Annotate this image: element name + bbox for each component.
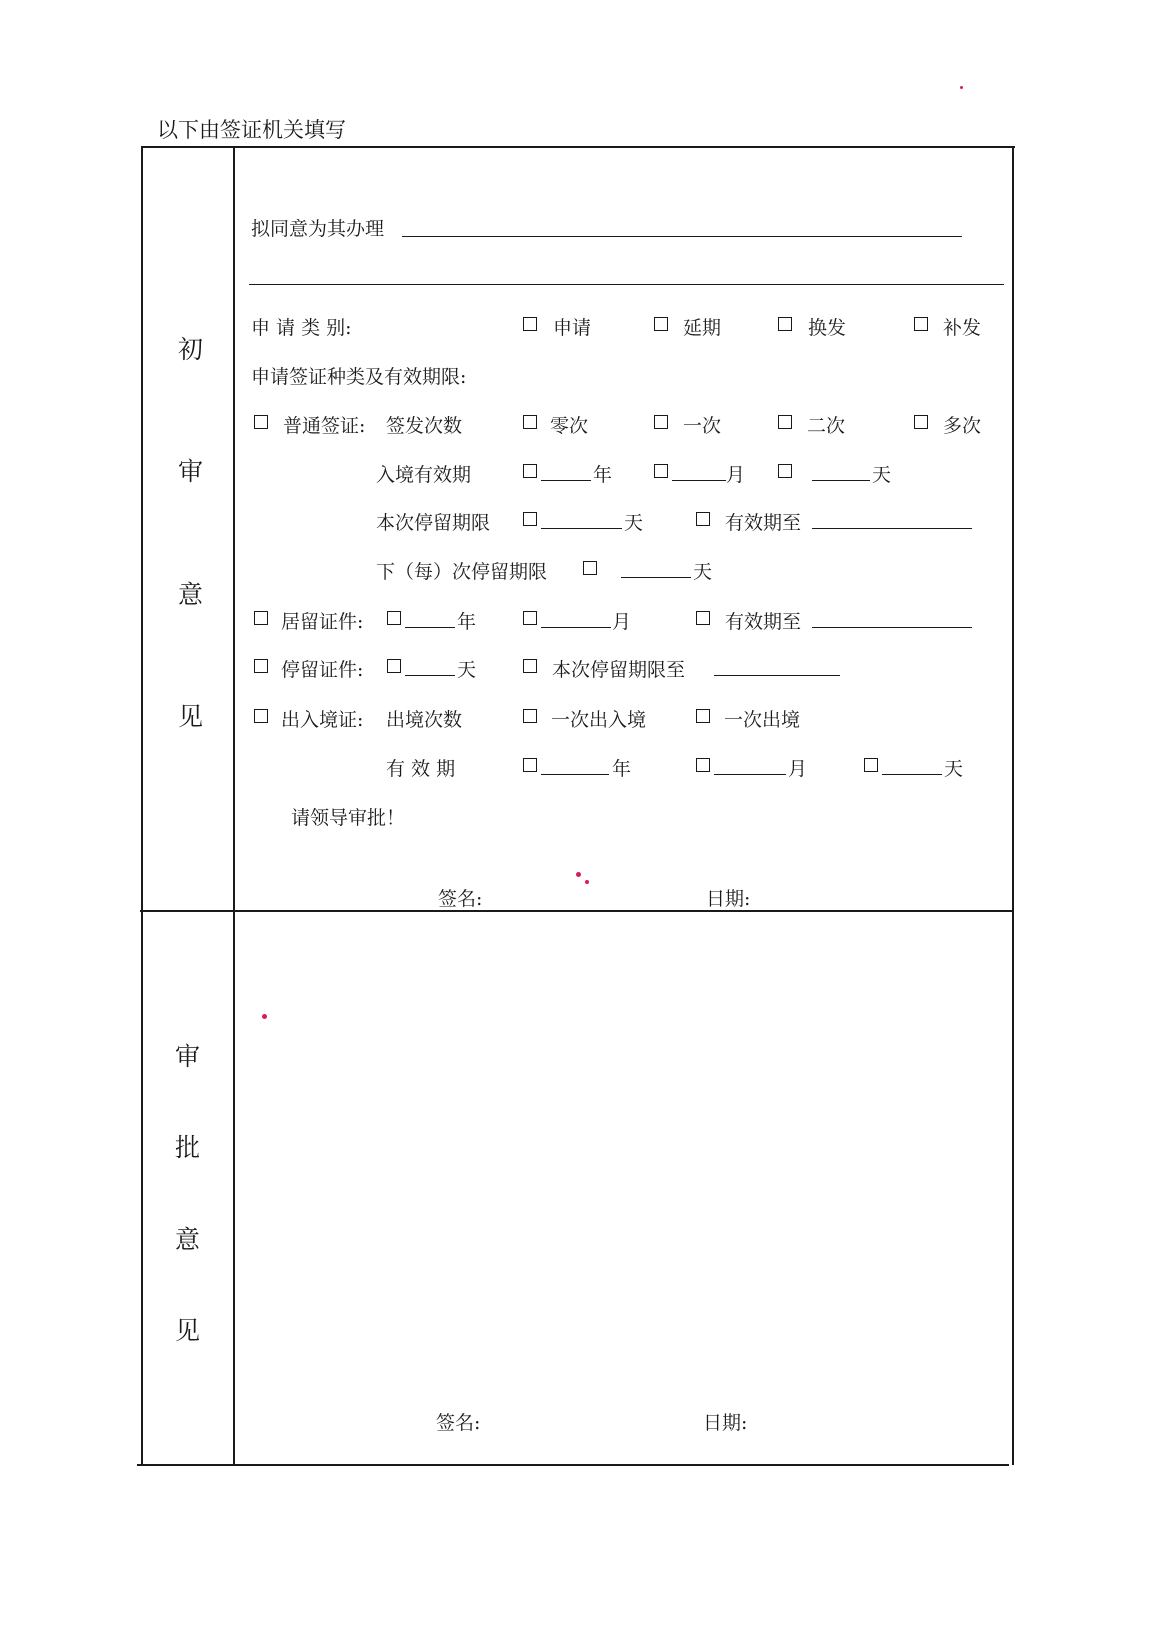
stay-permit-until-blank[interactable] [714, 675, 840, 676]
valid-until-blank[interactable] [812, 528, 972, 529]
initial-review-date-label: 日期: [706, 888, 751, 910]
initial-review-side-label-1: 初 [178, 335, 204, 364]
approval-side-label-4: 见 [175, 1316, 201, 1345]
stay-permit-label: 停留证件: [281, 659, 364, 681]
residence-permit-month-unit: 月 [612, 611, 632, 633]
application-type-apply-label: 申请 [553, 317, 592, 339]
exit-entry-validity-day-blank[interactable] [882, 774, 942, 775]
label-column-divider [233, 146, 235, 1465]
stay-permit-day-checkbox[interactable] [387, 659, 401, 673]
exit-times-round-trip-checkbox[interactable] [523, 709, 537, 723]
application-type-extend-checkbox[interactable] [654, 317, 668, 331]
stay-permit-day-blank[interactable] [405, 675, 455, 676]
table-bottom-border [137, 1464, 1009, 1466]
residence-valid-until-checkbox[interactable] [696, 611, 710, 625]
this-stay-blank[interactable] [541, 528, 622, 529]
stay-permit-checkbox[interactable] [254, 659, 268, 673]
proposal-label: 拟同意为其办理 [251, 218, 385, 240]
exit-entry-validity-year-unit: 年 [612, 758, 632, 780]
proposal-blank-line-2[interactable] [249, 284, 1004, 285]
residence-valid-until-label: 有效期至 [725, 611, 802, 633]
residence-permit-year-unit: 年 [457, 611, 477, 633]
visa-type-heading: 申请签证种类及有效期限: [251, 366, 467, 388]
issue-times-multiple-label: 多次 [943, 415, 982, 437]
initial-review-side-label-2: 审 [178, 457, 204, 486]
ordinary-visa-checkbox[interactable] [254, 415, 268, 429]
issue-times-multiple-checkbox[interactable] [914, 415, 928, 429]
approval-side-label-1: 审 [175, 1042, 201, 1071]
exit-entry-permit-checkbox[interactable] [254, 709, 268, 723]
application-type-reissue-label: 补发 [943, 317, 982, 339]
issue-times-one-label: 一次 [683, 415, 722, 437]
exit-times-single-exit-label: 一次出境 [724, 709, 801, 731]
approval-signature-label: 签名: [436, 1412, 481, 1434]
approval-side-label-3: 意 [175, 1225, 201, 1254]
exit-entry-validity-month-checkbox[interactable] [696, 758, 710, 772]
initial-review-side-label-4: 见 [178, 702, 204, 731]
application-type-renew-checkbox[interactable] [778, 317, 792, 331]
this-stay-unit: 天 [624, 512, 644, 534]
table-right-border [1012, 146, 1014, 1465]
this-stay-label: 本次停留期限 [376, 512, 491, 534]
application-type-label: 申 请 类 别: [251, 317, 352, 339]
issue-times-two-label: 二次 [807, 415, 846, 437]
exit-entry-validity-day-unit: 天 [944, 758, 964, 780]
entry-validity-year-blank[interactable] [541, 480, 591, 481]
exit-entry-validity-year-blank[interactable] [541, 774, 609, 775]
exit-entry-validity-label: 有 效 期 [386, 758, 456, 780]
residence-permit-month-checkbox[interactable] [523, 611, 537, 625]
exit-entry-validity-month-blank[interactable] [714, 774, 786, 775]
stay-permit-until-checkbox[interactable] [523, 659, 537, 673]
ink-speck [576, 872, 581, 877]
residence-permit-month-blank[interactable] [541, 627, 611, 628]
next-stay-blank[interactable] [621, 577, 691, 578]
issue-times-one-checkbox[interactable] [654, 415, 668, 429]
entry-validity-year-unit: 年 [593, 464, 613, 486]
request-approval-note: 请领导审批！ [291, 807, 406, 829]
ink-speck [960, 86, 963, 89]
residence-valid-until-blank[interactable] [812, 627, 972, 628]
next-stay-label: 下（每）次停留期限 [376, 561, 548, 583]
exit-times-single-exit-checkbox[interactable] [696, 709, 710, 723]
section-divider [140, 910, 1012, 912]
entry-validity-day-unit: 天 [872, 464, 892, 486]
proposal-blank[interactable] [402, 236, 962, 237]
entry-validity-month-blank[interactable] [672, 480, 726, 481]
approval-side-label-2: 批 [175, 1133, 201, 1162]
this-stay-checkbox[interactable] [523, 512, 537, 526]
residence-permit-label: 居留证件: [281, 611, 364, 633]
application-type-reissue-checkbox[interactable] [914, 317, 928, 331]
valid-until-checkbox[interactable] [696, 512, 710, 526]
initial-review-side-label-3: 意 [178, 580, 204, 609]
initial-review-signature-label: 签名: [438, 888, 483, 910]
table-left-border [141, 146, 143, 1465]
exit-entry-permit-label: 出入境证: [281, 709, 364, 731]
exit-entry-validity-day-checkbox[interactable] [864, 758, 878, 772]
entry-validity-year-checkbox[interactable] [523, 464, 537, 478]
exit-entry-validity-month-unit: 月 [788, 758, 808, 780]
entry-validity-day-blank[interactable] [812, 480, 870, 481]
exit-times-round-trip-label: 一次出入境 [551, 709, 647, 731]
application-type-extend-label: 延期 [683, 317, 722, 339]
entry-validity-month-checkbox[interactable] [654, 464, 668, 478]
exit-entry-validity-year-checkbox[interactable] [523, 758, 537, 772]
application-type-renew-label: 换发 [808, 317, 847, 339]
issue-times-zero-checkbox[interactable] [523, 415, 537, 429]
issue-times-two-checkbox[interactable] [778, 415, 792, 429]
next-stay-checkbox[interactable] [583, 561, 597, 575]
issue-times-label: 签发次数 [386, 415, 463, 437]
approval-date-label: 日期: [703, 1412, 748, 1434]
ink-speck [262, 1014, 267, 1019]
ordinary-visa-label: 普通签证: [283, 415, 366, 437]
table-top-border [143, 146, 1015, 148]
next-stay-unit: 天 [693, 561, 713, 583]
form-header-note: 以下由签证机关填写 [157, 118, 346, 142]
residence-permit-year-blank[interactable] [405, 627, 455, 628]
stay-permit-until-label: 本次停留期限至 [552, 659, 686, 681]
stay-permit-day-unit: 天 [457, 659, 477, 681]
exit-times-label: 出境次数 [386, 709, 463, 731]
residence-permit-checkbox[interactable] [254, 611, 268, 625]
entry-validity-day-checkbox[interactable] [778, 464, 792, 478]
ink-speck [585, 880, 589, 884]
valid-until-label: 有效期至 [725, 512, 802, 534]
application-type-apply-checkbox[interactable] [523, 317, 537, 331]
residence-permit-year-checkbox[interactable] [387, 611, 401, 625]
issue-times-zero-label: 零次 [550, 415, 589, 437]
entry-validity-month-unit: 月 [726, 464, 746, 486]
entry-validity-label: 入境有效期 [376, 464, 472, 486]
